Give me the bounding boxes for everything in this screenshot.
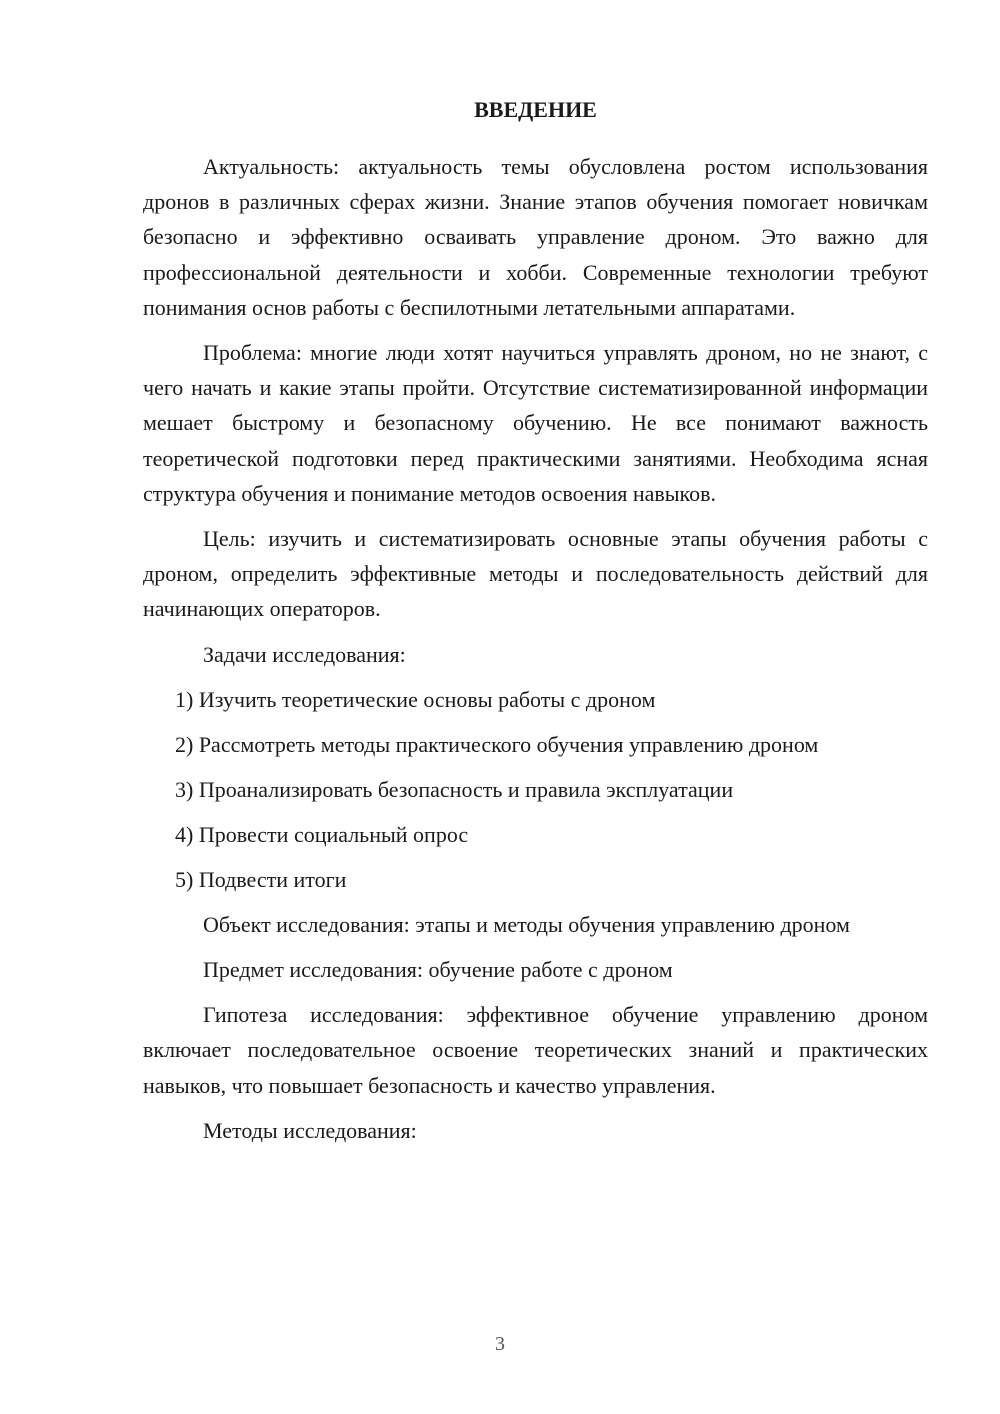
task-item-3: 3) Проанализировать безопасность и правила эксплуатации: [175, 776, 734, 802]
methods-heading: Методы исследования:: [203, 1117, 417, 1143]
task-item-1: 1) Изучить теоретические основы работы с дроном: [175, 686, 656, 712]
document-page: [143, 92, 928, 1158]
task-item-2: 2) Рассмотреть методы практического обучения управлению дроном: [175, 731, 819, 757]
task-item-4: 4) Провести социальный опрос: [175, 821, 469, 847]
tasks-list: [143, 682, 928, 897]
page-title: ВВЕДЕНИЕ: [474, 97, 597, 122]
problem-paragraph: Проблема: многие люди хотят научиться управлять дроном, но не знают, с чего начать и какие этапы пройти. Отсутствие систематизированной информации мешает быстрому и безопасному обучению. Не все понимают важность теоретической подготовки перед практическими занятиями. Необходима ясная структура обучения и понимание методов освоения навыков.: [143, 340, 928, 506]
object-paragraph: Объект исследования: этапы и методы обучения управлению дроном: [203, 911, 850, 937]
page-number: 3: [495, 1333, 505, 1355]
tasks-heading: Задачи исследования:: [203, 641, 406, 667]
subject-paragraph: Предмет исследования: обучение работе с дроном: [203, 957, 673, 983]
relevance-paragraph: Актуальность: актуальность темы обусловлена ростом использования дронов в различных сферах жизни. Знание этапов обучения помогает новичкам безопасно и эффективно осваивать управление дроном. Это важно для профессиональной деятельности и хобби. Современные технологии требуют понимания основ работы с беспилотными летательными аппаратами.: [143, 154, 928, 320]
goal-paragraph: Цель: изучить и систематизировать основные этапы обучения работы с дроном, определить эффективные методы и последовательность действий для начинающих операторов.: [143, 526, 928, 622]
task-item-5: 5) Подвести итоги: [175, 866, 347, 892]
hypothesis-paragraph: Гипотеза исследования: эффективное обучение управлению дроном включает последовательное освоение теоретических знаний и практических навыков, что повышает безопасность и качество управления.: [143, 1002, 928, 1098]
